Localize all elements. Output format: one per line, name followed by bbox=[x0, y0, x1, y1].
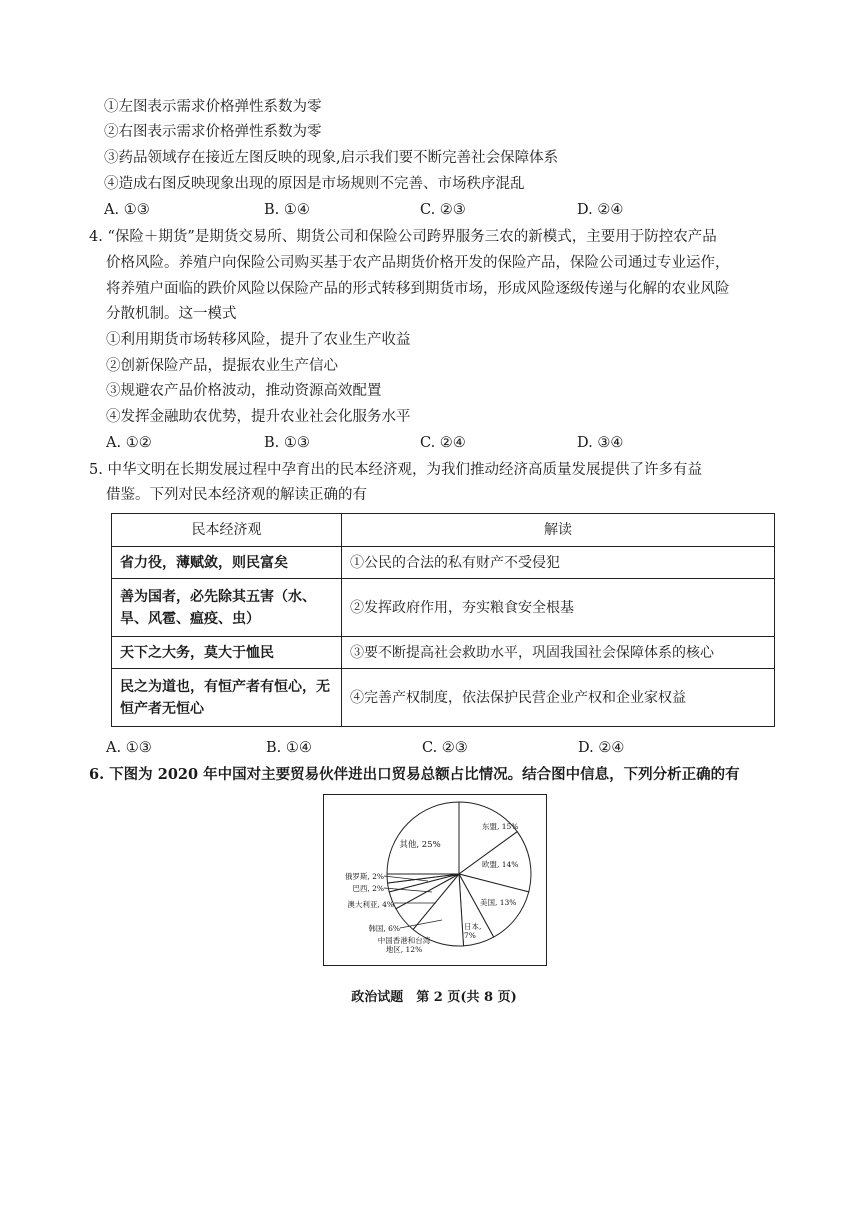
pie-data-label: 日本, 7% bbox=[464, 922, 482, 940]
pie-data-label: 欧盟, 14% bbox=[482, 860, 519, 869]
q3-option-a[interactable]: A. ①③ bbox=[104, 202, 150, 218]
q4-option-c[interactable]: C. ②④ bbox=[420, 435, 466, 451]
pie-data-label: 澳大利亚, 4% bbox=[347, 900, 394, 909]
q4-statement-4: ④发挥金融助农优势，提升农业社会化服务水平 bbox=[106, 409, 411, 425]
pie-data-label: 巴西, 2% bbox=[352, 884, 384, 893]
q5-row-4-view: 民之为道也，有恒产者有恒心，无恒产者无恒心 bbox=[112, 669, 342, 727]
pie-data-label: 俄罗斯, 2% bbox=[344, 872, 384, 881]
q4-stem-line-4: 分散机制。这一模式 bbox=[106, 306, 237, 322]
q4-stem-line-2: 价格风险。养殖户向保险公司购买基于农产品期货价格开发的保险产品，保险公司通过专业运作， bbox=[106, 255, 730, 271]
q4-stem-line-1: 4. “保险＋期货”是期货交易所、期货公司和保险公司跨界服务三农的新模式，主要用于防控农产品 bbox=[89, 229, 717, 245]
q5-option-b[interactable]: B. ①④ bbox=[266, 740, 312, 756]
q4-option-b[interactable]: B. ①③ bbox=[264, 435, 310, 451]
q3-option-b[interactable]: B. ①④ bbox=[264, 202, 310, 218]
q3-statement-4: ④造成右图反映现象出现的原因是市场规则不完善、市场秩序混乱 bbox=[104, 176, 525, 192]
q5-row-1-view: 省力役，薄赋敛，则民富矣 bbox=[112, 547, 342, 579]
q4-statement-3: ③规避农产品价格波动，推动资源高效配置 bbox=[106, 383, 382, 399]
q3-statement-1: ①左图表示需求价格弹性系数为零 bbox=[104, 99, 322, 115]
pie-chart-svg bbox=[324, 795, 546, 965]
table-row bbox=[112, 547, 775, 579]
q5-table-header-right: 解读 bbox=[342, 514, 775, 547]
q5-option-d[interactable]: D. ②④ bbox=[578, 740, 625, 756]
table-row bbox=[112, 637, 775, 669]
q5-row-1-interpretation: ①公民的合法的私有财产不受侵犯 bbox=[342, 547, 775, 579]
q5-row-2-view: 善为国者，必先除其五害（水、旱、风雹、瘟疫、虫） bbox=[112, 579, 342, 637]
page-footer: 政治试题 第 2 页(共 8 页) bbox=[351, 990, 517, 1005]
q4-stem-line-3: 将养殖户面临的跌价风险以保险产品的形式转移到期货市场，形成风险逐级传递与化解的农业风险 bbox=[106, 281, 730, 297]
q5-row-2-interpretation: ②发挥政府作用，夯实粮食安全根基 bbox=[342, 579, 775, 637]
q5-stem-line-2: 借鉴。下列对民本经济观的解读正确的有 bbox=[106, 487, 367, 503]
table-row bbox=[112, 579, 775, 637]
pie-data-label: 韩国, 6% bbox=[368, 924, 400, 933]
q3-option-d[interactable]: D. ②④ bbox=[577, 202, 624, 218]
q5-option-a[interactable]: A. ①③ bbox=[106, 740, 152, 756]
q5-table-header-left: 民本经济观 bbox=[112, 514, 342, 547]
q4-statement-1: ①利用期货市场转移风险，提升了农业生产收益 bbox=[106, 332, 411, 348]
pie-slice bbox=[387, 802, 459, 874]
q3-statement-2: ②右图表示需求价格弹性系数为零 bbox=[104, 124, 322, 140]
q5-row-4-interpretation: ④完善产权制度，依法保护民营企业产权和企业家权益 bbox=[342, 669, 775, 727]
q6-stem: 6. 下图为 2020 年中国对主要贸易伙伴进出口贸易总额占比情况。结合图中信息，下列分析正确的有 bbox=[89, 766, 740, 783]
q5-table bbox=[111, 513, 775, 727]
q3-statement-3: ③药品领域存在接近左图反映的现象,启示我们要不断完善社会保障体系 bbox=[104, 150, 559, 166]
pie-data-label: 中国香港和台湾地区, 12% bbox=[377, 936, 431, 954]
pie-data-label: 其他, 25% bbox=[399, 840, 441, 850]
q5-stem-line-1: 5. 中华文明在长期发展过程中孕育出的民本经济观，为我们推动经济高质量发展提供了许多有益 bbox=[89, 462, 702, 478]
q3-option-c[interactable]: C. ②③ bbox=[420, 202, 466, 218]
trade-share-pie-chart bbox=[323, 794, 547, 966]
q4-option-d[interactable]: D. ③④ bbox=[577, 435, 624, 451]
q5-row-3-view: 天下之大务，莫大于恤民 bbox=[112, 637, 342, 669]
pie-data-label: 东盟, 15% bbox=[482, 822, 519, 831]
pie-data-label: 美国, 13% bbox=[480, 898, 517, 907]
q5-row-3-interpretation: ③要不断提高社会救助水平，巩固我国社会保障体系的核心 bbox=[342, 637, 775, 669]
q5-table-header-row bbox=[112, 514, 775, 547]
q5-option-c[interactable]: C. ②③ bbox=[422, 740, 468, 756]
table-row bbox=[112, 669, 775, 727]
q4-option-a[interactable]: A. ①② bbox=[106, 435, 152, 451]
q4-statement-2: ②创新保险产品，提振农业生产信心 bbox=[106, 358, 338, 374]
